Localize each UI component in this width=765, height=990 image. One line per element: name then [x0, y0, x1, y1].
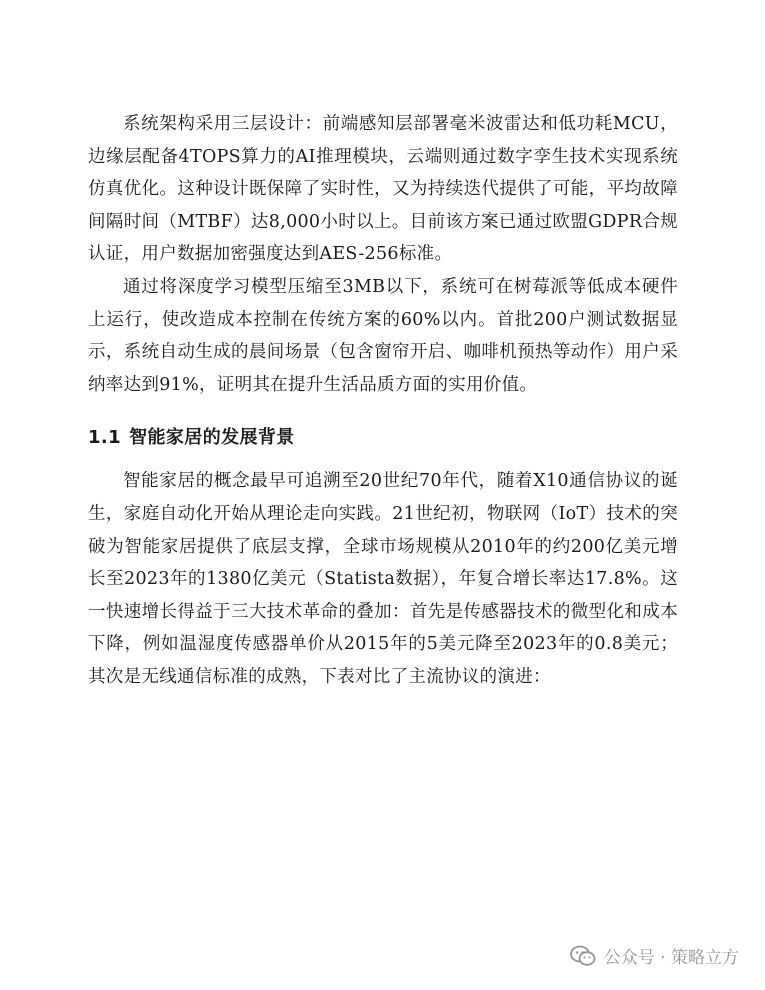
section-title: 智能家居的发展背景	[129, 427, 295, 449]
paragraph-model-compression: 通过将深度学习模型压缩至3MB以下，系统可在树莓派等低成本硬件上运行，使改造成本控制在传统方案的60%以内。首批200户测试数据显示，系统自动生成的晨间场景（包含窗帘开启、咖啡机预热等动作）用户采纳率达到91%，证明其在提升生活品质方面的实用价值。	[88, 276, 678, 395]
document-page	[88, 108, 678, 694]
paragraph-background: 智能家居的概念最早可追溯至20世纪70年代，随着X10通信协议的诞生，家庭自动化开始从理论走向实践。21世纪初，物联网（IoT）技术的突破为智能家居提供了底层支撑，全球市场规模从2010年的约200亿美元增长至2023年的1380亿美元（Statista数据），年复合增长率达17.8%。这一快速增长得益于三大技术革命的叠加：首先是传感器技术的微型化和成本下降，例如温湿度传感器单价从2015年的5美元降至2023年的0.8美元；其次是无线通信标准的成熟，下表对比了主流协议的演进：	[88, 471, 678, 687]
watermark	[570, 943, 739, 968]
paragraph-architecture: 系统架构采用三层设计：前端感知层部署毫米波雷达和低功耗MCU，边缘层配备4TOPS算力的AI推理模块，云端则通过数字孪生技术实现系统仿真优化。这种设计既保障了实时性，又为持续迭代提供了可能，平均故障间隔时间（MTBF）达8,000小时以上。目前该方案已通过欧盟GDPR合规认证，用户数据加密强度达到AES-256标准。	[88, 114, 678, 265]
section-heading	[88, 423, 678, 453]
wechat-icon	[570, 945, 596, 967]
watermark-label: 公众号 · 策略立方	[603, 948, 739, 968]
section-number: 1.1	[88, 427, 122, 449]
